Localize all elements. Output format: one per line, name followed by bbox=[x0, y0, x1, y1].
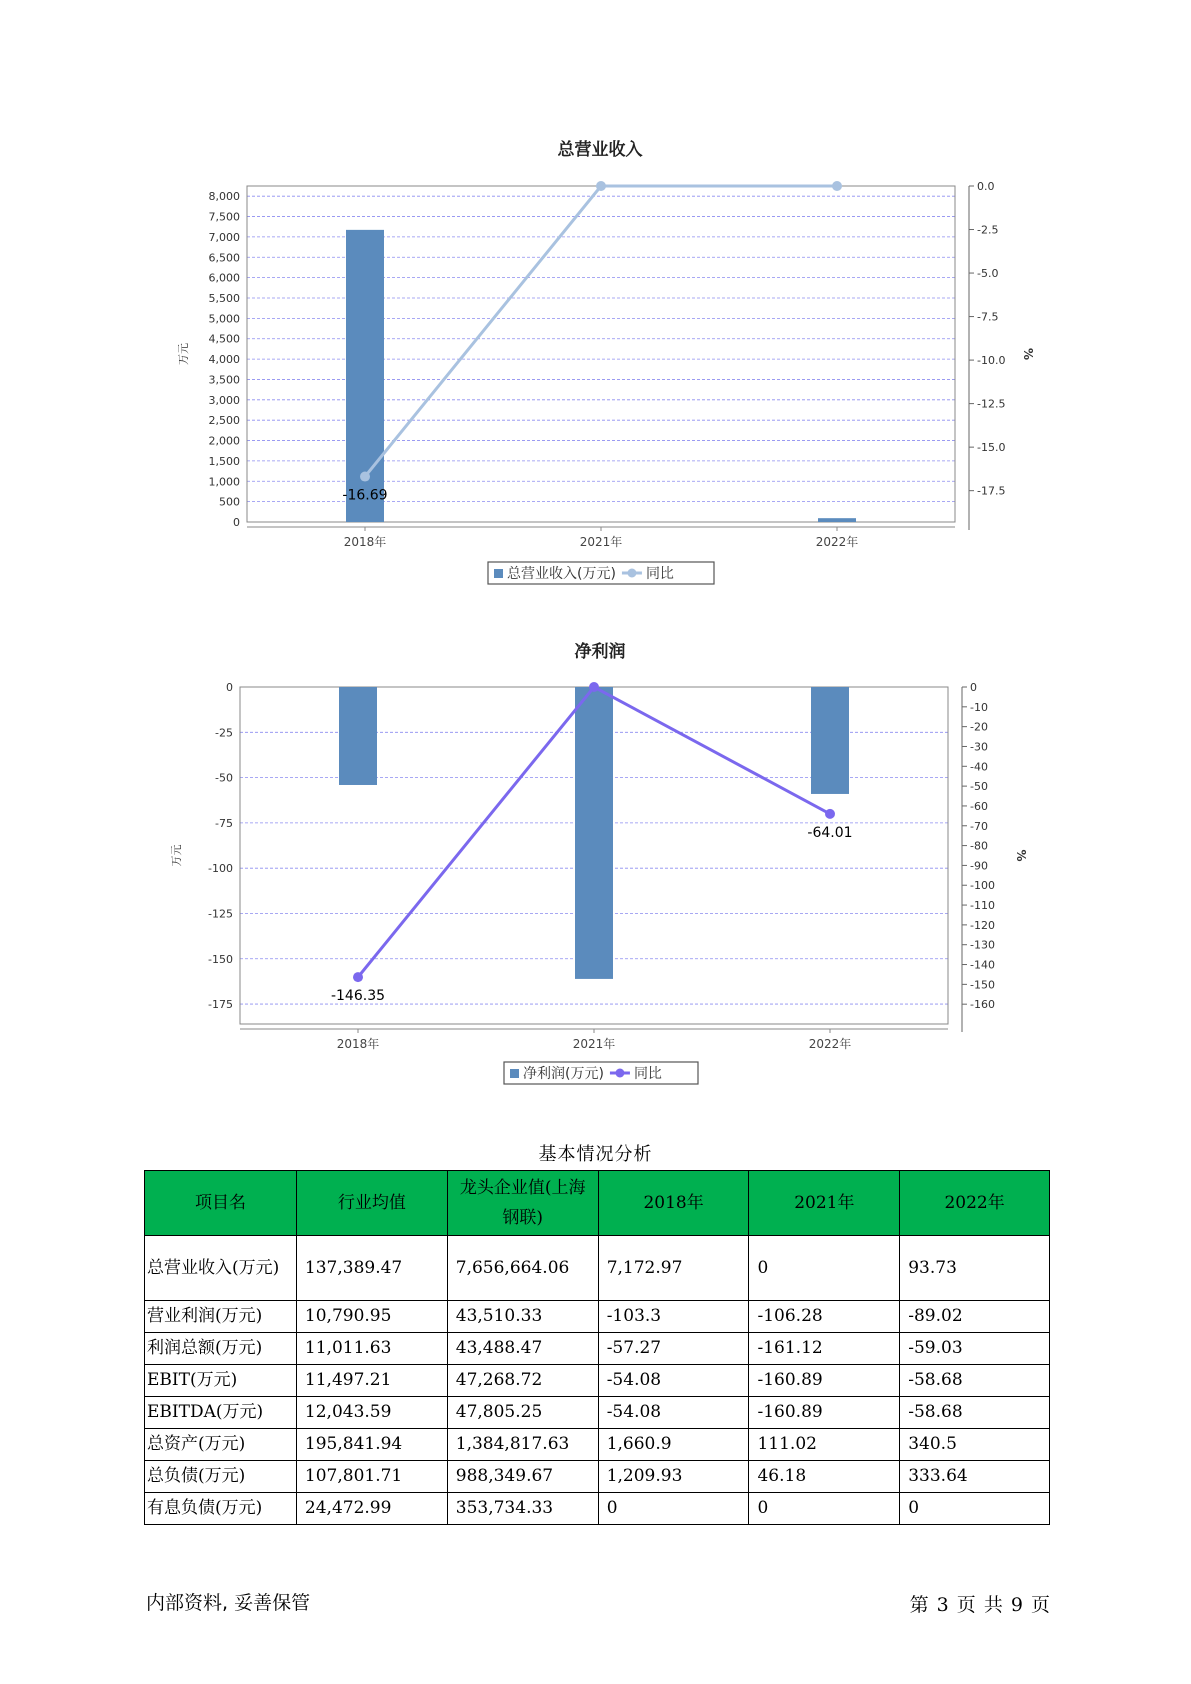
y2-tick-label: 0 bbox=[970, 681, 977, 694]
y2-tick-label: -70 bbox=[970, 819, 988, 833]
y2-tick-label: -10 bbox=[970, 700, 988, 714]
y-tick-label: 3,500 bbox=[208, 373, 240, 387]
y-tick-label: 6,000 bbox=[208, 271, 240, 285]
table-cell: 353,734.33 bbox=[447, 1493, 598, 1525]
legend-swatch-bar bbox=[510, 1069, 519, 1078]
header-leader-value: 龙头企业值(上海钢联) bbox=[447, 1171, 598, 1236]
table-cell: 195,841.94 bbox=[296, 1429, 447, 1461]
table-caption: 基本情况分析 bbox=[538, 1144, 653, 1165]
bar bbox=[811, 687, 849, 794]
y-tick-label: -25 bbox=[215, 726, 233, 740]
y2-tick-label: -30 bbox=[970, 740, 988, 754]
row-label: EBIT(万元) bbox=[145, 1365, 297, 1397]
x-tick-label: 2018年 bbox=[343, 535, 387, 549]
yoy-line bbox=[365, 186, 837, 477]
table-cell: -103.3 bbox=[598, 1301, 749, 1333]
table-cell: -58.68 bbox=[900, 1365, 1050, 1397]
y2-tick-label: -120 bbox=[970, 918, 995, 932]
y2-axis-label: % bbox=[1014, 849, 1028, 862]
table-cell: 7,172.97 bbox=[598, 1236, 749, 1301]
table-cell: 988,349.67 bbox=[447, 1461, 598, 1493]
y2-tick-label: -80 bbox=[970, 839, 988, 853]
yoy-point bbox=[596, 181, 606, 191]
x-tick-label: 2022年 bbox=[815, 535, 859, 549]
x-tick-label: 2018年 bbox=[336, 1037, 380, 1051]
y-tick-label: 0 bbox=[226, 681, 233, 694]
y-tick-label: 5,000 bbox=[208, 312, 240, 326]
y-tick-label: -50 bbox=[215, 771, 233, 785]
table-row bbox=[145, 1429, 1050, 1461]
table-cell: 1,384,817.63 bbox=[447, 1429, 598, 1461]
y2-tick-label: -20 bbox=[970, 720, 988, 734]
table-cell: 0 bbox=[749, 1493, 900, 1525]
table-cell: 340.5 bbox=[900, 1429, 1050, 1461]
y2-tick-label: -15.0 bbox=[977, 441, 1006, 455]
header-2022: 2022年 bbox=[900, 1171, 1050, 1236]
table-cell: 1,660.9 bbox=[598, 1429, 749, 1461]
y2-tick-label: -40 bbox=[970, 760, 988, 774]
table-cell: 93.73 bbox=[900, 1236, 1050, 1301]
table-cell: 47,268.72 bbox=[447, 1365, 598, 1397]
x-tick-label: 2021年 bbox=[579, 535, 623, 549]
y2-tick-label: -50 bbox=[970, 780, 988, 794]
table-cell: 11,011.63 bbox=[296, 1333, 447, 1365]
table-row bbox=[145, 1493, 1050, 1525]
table-cell: -160.89 bbox=[749, 1365, 900, 1397]
table-cell: 10,790.95 bbox=[296, 1301, 447, 1333]
table-cell: 11,497.21 bbox=[296, 1365, 447, 1397]
table-cell: -89.02 bbox=[900, 1301, 1050, 1333]
confidentiality-note: 内部资料, 妥善保管 bbox=[146, 1592, 311, 1614]
table-cell: 12,043.59 bbox=[296, 1397, 447, 1429]
y-tick-label: 2,500 bbox=[208, 414, 240, 428]
bar bbox=[575, 687, 613, 979]
table-cell: 43,488.47 bbox=[447, 1333, 598, 1365]
y2-tick-label: -10.0 bbox=[977, 354, 1006, 368]
row-label: 总负债(万元) bbox=[145, 1461, 297, 1493]
y-tick-label: 6,500 bbox=[208, 251, 240, 265]
y-tick-label: 1,500 bbox=[208, 454, 240, 468]
y2-tick-label: -60 bbox=[970, 799, 988, 813]
y2-tick-label: -5.0 bbox=[977, 267, 999, 281]
bar bbox=[339, 687, 377, 785]
table-cell: 43,510.33 bbox=[447, 1301, 598, 1333]
y-tick-label: 3,000 bbox=[208, 393, 240, 407]
y2-tick-label: -100 bbox=[970, 879, 995, 893]
table-cell: -54.08 bbox=[598, 1365, 749, 1397]
y-tick-label: -75 bbox=[215, 816, 233, 830]
y-axis-label: 万元 bbox=[177, 343, 190, 365]
y2-tick-label: -150 bbox=[970, 978, 995, 992]
row-label: 营业利润(万元) bbox=[145, 1301, 297, 1333]
table-cell: 137,389.47 bbox=[296, 1236, 447, 1301]
y-tick-label: 5,500 bbox=[208, 292, 240, 305]
row-label: 利润总额(万元) bbox=[145, 1333, 297, 1365]
legend-label: 同比 bbox=[645, 566, 674, 582]
header-2018: 2018年 bbox=[598, 1171, 749, 1236]
data-label: -146.35 bbox=[330, 988, 386, 1005]
x-tick-label: 2021年 bbox=[572, 1037, 616, 1051]
y-tick-label: 8,000 bbox=[208, 190, 240, 204]
basic-analysis-table bbox=[144, 1170, 1050, 1525]
table-row bbox=[145, 1461, 1050, 1493]
y-tick-label: -100 bbox=[208, 862, 233, 876]
yoy-point bbox=[589, 682, 599, 692]
y-tick-label: 7,500 bbox=[208, 210, 240, 224]
table-cell: 47,805.25 bbox=[447, 1397, 598, 1429]
table-cell: -54.08 bbox=[598, 1397, 749, 1429]
row-label: 有息负债(万元) bbox=[145, 1493, 297, 1525]
data-label: -64.01 bbox=[807, 824, 853, 841]
table-cell: -57.27 bbox=[598, 1333, 749, 1365]
table-header-row bbox=[145, 1171, 1050, 1236]
table-cell: -59.03 bbox=[900, 1333, 1050, 1365]
table-cell: 24,472.99 bbox=[296, 1493, 447, 1525]
row-label: 总资产(万元) bbox=[145, 1429, 297, 1461]
y2-tick-label: -160 bbox=[970, 998, 995, 1012]
table-row bbox=[145, 1301, 1050, 1333]
y-tick-label: -150 bbox=[208, 952, 233, 966]
y-tick-label: 4,500 bbox=[208, 332, 240, 346]
y-tick-label: -175 bbox=[208, 998, 233, 1012]
y2-tick-label: -140 bbox=[970, 958, 995, 972]
y2-tick-label: 0.0 bbox=[977, 180, 995, 193]
x-tick-label: 2022年 bbox=[808, 1037, 852, 1051]
table-cell: 111.02 bbox=[749, 1429, 900, 1461]
table-cell: -58.68 bbox=[900, 1397, 1050, 1429]
y2-tick-label: -90 bbox=[970, 859, 988, 873]
legend-swatch-marker bbox=[615, 1069, 624, 1078]
legend-swatch-bar bbox=[494, 569, 503, 578]
yoy-point bbox=[825, 809, 835, 819]
legend-label: 净利润(万元) bbox=[523, 1066, 604, 1082]
row-label: EBITDA(万元) bbox=[145, 1397, 297, 1429]
yoy-point bbox=[360, 472, 370, 482]
y-tick-label: 4,000 bbox=[208, 353, 240, 367]
legend-label: 同比 bbox=[633, 1066, 662, 1082]
y2-tick-label: -2.5 bbox=[977, 223, 999, 237]
table-cell: -160.89 bbox=[749, 1397, 900, 1429]
table-row bbox=[145, 1333, 1050, 1365]
y2-tick-label: -130 bbox=[970, 938, 995, 952]
y-tick-label: 0 bbox=[233, 516, 240, 529]
page-number: 第 3 页 共 9 页 bbox=[909, 1594, 1050, 1616]
table-cell: 0 bbox=[900, 1493, 1050, 1525]
revenue-chart bbox=[0, 130, 1191, 600]
header-item-name: 项目名 bbox=[145, 1171, 297, 1236]
table-cell: 46.18 bbox=[749, 1461, 900, 1493]
table-cell: -106.28 bbox=[749, 1301, 900, 1333]
table-row bbox=[145, 1365, 1050, 1397]
table-cell: 107,801.71 bbox=[296, 1461, 447, 1493]
y-axis-label: 万元 bbox=[170, 844, 183, 867]
table-cell: 0 bbox=[598, 1493, 749, 1525]
table-cell: 1,209.93 bbox=[598, 1461, 749, 1493]
header-2021: 2021年 bbox=[749, 1171, 900, 1236]
y-tick-label: -125 bbox=[208, 907, 233, 921]
table-cell: 0 bbox=[749, 1236, 900, 1301]
y-tick-label: 7,000 bbox=[208, 230, 240, 244]
table-cell: 333.64 bbox=[900, 1461, 1050, 1493]
legend-swatch-marker bbox=[627, 569, 636, 578]
chart-title: 净利润 bbox=[574, 642, 626, 662]
data-label: -16.69 bbox=[342, 487, 388, 504]
table-row bbox=[145, 1236, 1050, 1301]
yoy-point bbox=[832, 181, 842, 191]
y2-tick-label: -12.5 bbox=[977, 397, 1006, 411]
net-profit-chart bbox=[0, 632, 1191, 1102]
y2-tick-label: -110 bbox=[970, 899, 995, 913]
chart-title: 总营业收入 bbox=[557, 140, 643, 160]
legend-label: 总营业收入(万元) bbox=[507, 566, 616, 582]
bar bbox=[818, 518, 856, 522]
yoy-point bbox=[353, 972, 363, 982]
row-label: 总营业收入(万元) bbox=[145, 1236, 297, 1301]
table-cell: 7,656,664.06 bbox=[447, 1236, 598, 1301]
y2-axis-label: % bbox=[1021, 347, 1035, 361]
table-cell: -161.12 bbox=[749, 1333, 900, 1365]
y-tick-label: 1,000 bbox=[208, 475, 240, 489]
y2-tick-label: -17.5 bbox=[977, 484, 1006, 498]
y-tick-label: 2,000 bbox=[208, 434, 240, 448]
header-industry-average: 行业均值 bbox=[296, 1171, 447, 1236]
y-tick-label: 500 bbox=[219, 495, 240, 509]
table-row bbox=[145, 1397, 1050, 1429]
y2-tick-label: -7.5 bbox=[977, 310, 999, 324]
